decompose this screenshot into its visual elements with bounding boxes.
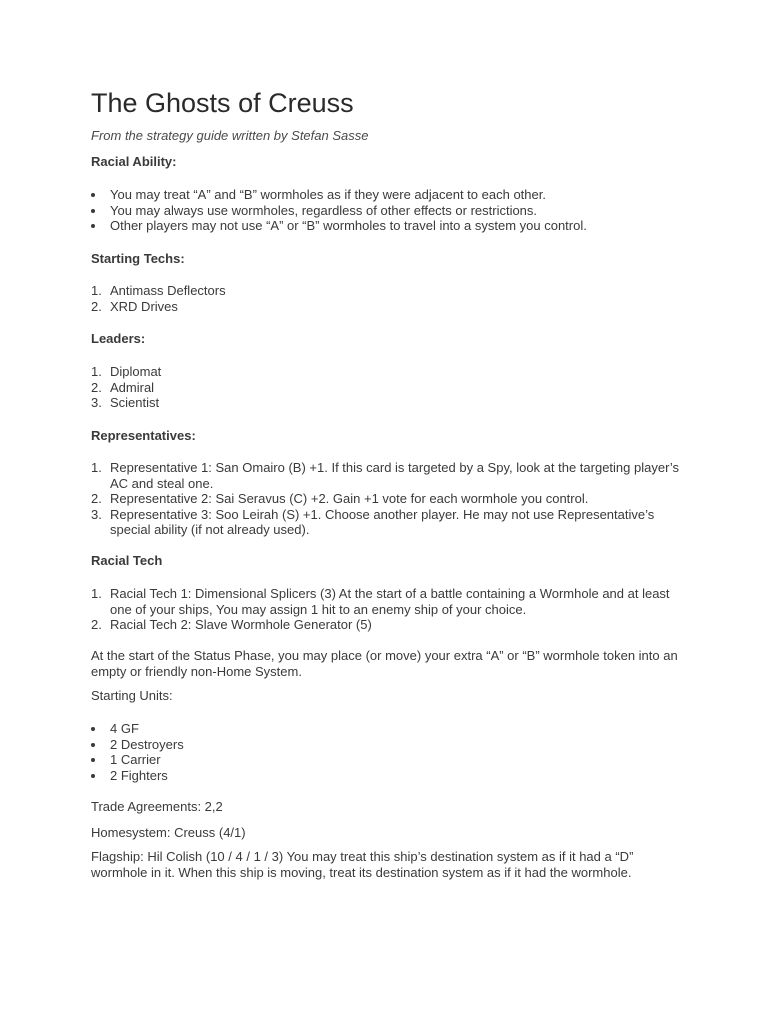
list-item: 2. XRD Drives [91, 298, 178, 314]
racial-ability-list [91, 187, 681, 234]
list-number: 1. [91, 364, 102, 379]
bullet-icon [91, 727, 95, 731]
list-item: 2 Fighters [91, 768, 681, 784]
list-item: 3. Scientist [91, 395, 160, 410]
racial-tech-list [91, 586, 681, 633]
list-item: You may always use wormholes, regardless of other effects or restrictions. [91, 203, 681, 219]
trade-agreements-line: Trade Agreements: 2,2 [91, 799, 223, 814]
leaders-list [91, 364, 681, 411]
bullet-icon [91, 758, 95, 762]
bullet-icon [91, 224, 95, 228]
list-number: 3. [91, 506, 102, 522]
list-item: 2. Admiral [91, 379, 155, 395]
homesystem-line: Homesystem: Creuss (4/1) [91, 825, 246, 840]
bullet-icon [91, 774, 95, 778]
representatives-list [91, 460, 681, 538]
racial-tech-heading: Racial Tech [91, 553, 163, 568]
starting-units-list [91, 721, 681, 783]
bullet-icon [91, 209, 95, 213]
list-number: 1. [91, 586, 102, 601]
list-number: 2. [91, 298, 102, 314]
list-number: 1. [91, 283, 102, 298]
racial-ability-heading: Racial Ability: [91, 154, 177, 169]
starting-units-heading: Starting Units: [91, 688, 173, 703]
list-item: 4 GF [91, 721, 681, 737]
list-number: 2. [91, 491, 102, 506]
list-item: 3. Representative 3: Soo Leirah (S) +1. Choose another player. He may not use Representative’s special ability (if not already used). [91, 506, 655, 537]
list-item: 2. Racial Tech 2: Slave Wormhole Generator (5) [91, 617, 372, 632]
list-item: 1. Representative 1: San Omairo (B) +1. If this card is targeted by a Spy, look at the targeting player’s AC and steal one. [91, 460, 680, 491]
flagship-paragraph: Flagship: Hil Colish (10 / 4 / 1 / 3) You may treat this ship’s destination system as if it had a “D” wormhole in it. When this ship is moving, treat its destination system as if it had the wormhole. [91, 849, 634, 880]
starting-techs-heading: Starting Techs: [91, 251, 185, 266]
list-item: 1. Antimass Deflectors [91, 283, 226, 298]
list-number: 2. [91, 379, 102, 395]
list-item: You may treat “A” and “B” wormholes as if they were adjacent to each other. [91, 187, 681, 203]
bullet-icon [91, 743, 95, 747]
list-number: 2. [91, 617, 102, 632]
list-item: 2 Destroyers [91, 737, 681, 753]
list-item: 1. Diplomat [91, 364, 162, 379]
starting-techs-list [91, 283, 681, 314]
list-item: 1 Carrier [91, 752, 681, 768]
list-number: 1. [91, 460, 102, 475]
status-phase-paragraph: At the start of the Status Phase, you may place (or move) your extra “A” or “B” wormhole token into an empty or friendly non-Home System. [91, 648, 678, 679]
list-item: 2. Representative 2: Sai Seravus (C) +2. Gain +1 vote for each wormhole you control. [91, 491, 589, 506]
document-title: The Ghosts of Creuss [91, 88, 354, 118]
list-number: 3. [91, 395, 102, 410]
list-item: Other players may not use “A” or “B” wormholes to travel into a system you control. [91, 218, 681, 234]
leaders-heading: Leaders: [91, 331, 146, 346]
document-subtitle: From the strategy guide written by Stefan Sasse [91, 128, 369, 143]
list-item: 1. Racial Tech 1: Dimensional Splicers (3) At the start of a battle containing a Wormhole and at least one of your ships, You may assign 1 hit to an enemy ship of your choice. [91, 586, 670, 617]
bullet-icon [91, 193, 95, 197]
representatives-heading: Representatives: [91, 428, 196, 443]
